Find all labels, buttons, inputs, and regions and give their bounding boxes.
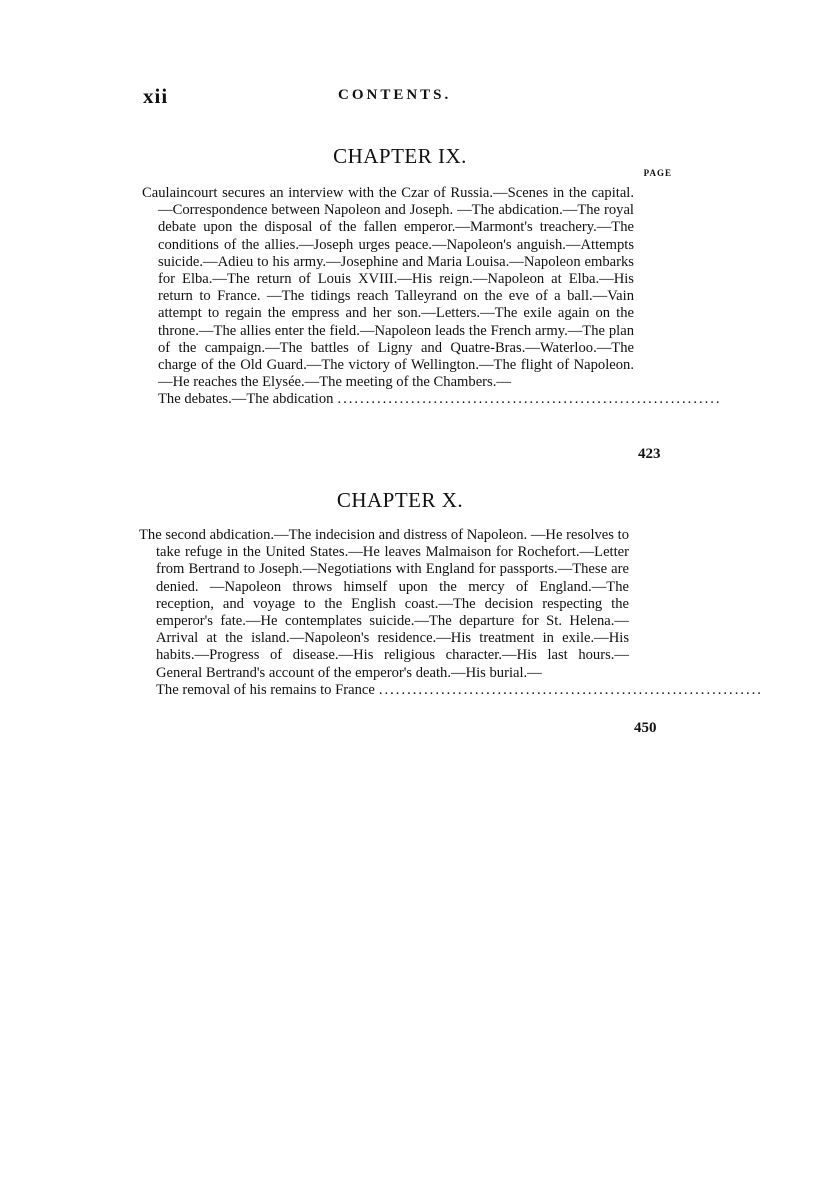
page-title: CONTENTS. — [338, 87, 452, 103]
chapter-heading: CHAPTER IX. — [333, 144, 467, 168]
chapter-summary-last-text: The debates.—The abdication — [158, 391, 334, 408]
dot-leader: .................................................................... — [337, 391, 722, 408]
chapter-summary-text: Caulaincourt secures an interview with the Czar of Russia.—Scenes in the capital.—Correspondence between Napoleon and Joseph. —The abdication.—The royal debate upon the disposal of the fallen emperor.—Marmont's treachery.—The conditions of the allies.—Joseph urges peace.—Napoleon's anguish.—Attempts suicide.—Adieu to his army.—Josephine and Maria Louisa.—Napoleon embarks for Elba.—The return of Louis XVIII.—His reign.—Napoleon at Elba.—His return to France. —The tidings reach Talleyrand on the eve of a ball.—Vain attempt to regain the empress and her son.—Letters.—The exile again on the throne.—The allies enter the field.—Napoleon leads the French army.—The plan of the campaign.—The battles of Ligny and Quatre-Bras.—Waterloo.—The charge of the Old Guard.—The victory of Wellington.—The flight of Napoleon.—He reaches the Elysée.—The meeting of the Chambers.— — [142, 185, 634, 391]
chapter-summary-text: The second abdication.—The indecision and distress of Napoleon. —He resolves to take refuge in the United States.—He leaves Malmaison for Rochefort.—Letter from Bertrand to Joseph.—Negotiations with England for passports.—These are denied. —Napoleon throws himself upon the mercy of England.—The reception, and voyage to the English coast.—The decision respecting the emperor's fate.—He contemplates suicide.—The departure for St. Helena.—Arrival at the island.—Napoleon's residence.—His treatment in exile.—His habits.—Progress of disease.—His religious character.—His last hours.—General Bertrand's account of the emperor's death.—His burial.— — [139, 527, 629, 681]
page-number: xii — [143, 84, 169, 108]
chapter-summary-last-line — [158, 391, 722, 408]
chapter-page-ref: 450 — [634, 720, 657, 736]
page-column-label: PAGE — [643, 168, 672, 178]
chapter-summary-last-text: The removal of his remains to France — [156, 681, 375, 698]
chapter-heading: CHAPTER X. — [336, 488, 464, 512]
chapter-summary — [142, 185, 722, 409]
chapter-page-ref: 423 — [638, 446, 661, 462]
chapter-summary-last-line — [156, 681, 763, 699]
dot-leader: .................................................................... — [378, 681, 763, 698]
chapter-summary — [139, 527, 763, 699]
